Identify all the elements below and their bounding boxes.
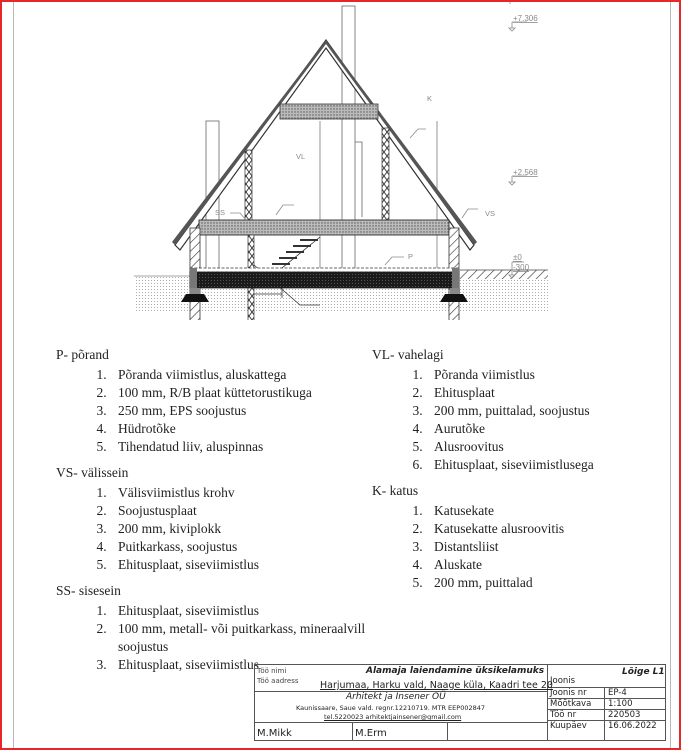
- legend-list: [56, 484, 366, 574]
- legend-item: 3. 250 mm, EPS soojustus: [110, 402, 366, 420]
- title-block-divider: [447, 722, 448, 740]
- floor-P: [190, 268, 459, 288]
- legend-item: 1. Katusekate: [426, 502, 642, 520]
- work-name-label: Töö nimi: [257, 667, 287, 675]
- title-block-row-label: Mõõtkava: [550, 699, 592, 709]
- legend-list: [372, 366, 642, 474]
- legend-item: 1. Välisviimistlus krohv: [110, 484, 366, 502]
- title-block-divider: [604, 687, 605, 740]
- level-markers: [509, 2, 527, 278]
- title-block-row-value: 16.06.2022: [608, 721, 657, 731]
- level-zero: ±0: [513, 253, 522, 262]
- leader-P: [385, 257, 404, 265]
- drawing-title: Lõige L1: [622, 667, 665, 677]
- label-SS: SS: [215, 208, 226, 217]
- legend-item: 4. Hüdrotõke: [110, 420, 366, 438]
- title-block-divider: [547, 664, 548, 740]
- legend-item: 1. Ehitusplaat, siseviimistlus: [110, 602, 366, 620]
- firm-name: Arhitekt ja Insener OÜ: [346, 692, 446, 702]
- title-block-row-label: Joonis nr: [550, 688, 587, 698]
- legend-section-title: P- põrand: [56, 347, 109, 362]
- signer-2: M.Erm: [355, 728, 387, 739]
- legend-item: 3. 200 mm, puittalad, soojustus: [426, 402, 642, 420]
- legend-item: 5. Tihendatud liiv, aluspinnas: [110, 438, 366, 456]
- firm-contact: tel.5220023 arhitektjainsener@gmail.com: [324, 713, 462, 721]
- collar-beam: [280, 104, 378, 119]
- title-block-divider: [254, 722, 547, 723]
- door-frame: [355, 142, 362, 217]
- legend-list: [56, 366, 366, 456]
- work-address-label: Töö aadress: [257, 677, 299, 685]
- legend-item: 5. Alusroovitus: [426, 438, 642, 456]
- legend-item: 5. 200 mm, puittalad: [426, 574, 642, 592]
- legend-item: 2. 100 mm, R/B plaat küttetorustikuga: [110, 384, 366, 402]
- title-block-row-value: 220503: [608, 710, 641, 720]
- label-P: P: [408, 252, 414, 261]
- title-block-divider: [352, 722, 353, 740]
- project-address: Harjumaa, Harku vald, Naage küla, Kaadri tee 20: [320, 680, 553, 691]
- upper-wall-right: [382, 128, 389, 220]
- legend-item: 5. Ehitusplaat, siseviimistlus: [110, 556, 366, 574]
- legend-section-title: VS- välissein: [56, 465, 129, 480]
- upper-wall-left: [245, 150, 252, 220]
- drawing-label: Joonis: [550, 676, 576, 686]
- legend-item: 6. Ehitusplaat, siseviimistlusega: [426, 456, 642, 474]
- title-block-row-value: 1:100: [608, 699, 633, 709]
- leader-VS: [462, 209, 478, 218]
- legend-item: 4. Aluskate: [426, 556, 642, 574]
- title-block-row-value: EP-4: [608, 688, 627, 698]
- legend-item: 2. Katusekatte alusroovitis: [426, 520, 642, 538]
- title-block-row-label: Kuupäev: [550, 721, 587, 731]
- legend-item: 4. Puitkarkass, soojustus: [110, 538, 366, 556]
- legend-right: [372, 346, 642, 600]
- signer-1: M.Mikk: [257, 728, 292, 739]
- floor-slab-VL: [199, 220, 449, 235]
- legend-section-title: SS- sisesein: [56, 583, 121, 598]
- level-ground: -300: [513, 263, 530, 272]
- legend-section-title: K- katus: [372, 483, 419, 498]
- level-slab: +2.568: [513, 168, 538, 177]
- legend-item: 4. Aurutõke: [426, 420, 642, 438]
- legend-section-title: VL- vahelagi: [372, 347, 444, 362]
- section-drawing: [0, 0, 681, 320]
- legend-item: 2. Ehitusplaat: [426, 384, 642, 402]
- legend-item: 1. Põranda viimistlus: [426, 366, 642, 384]
- legend-item: 1. Põranda viimistlus, aluskattega: [110, 366, 366, 384]
- legend-item: 3. Ehitusplaat, siseviimistlus: [110, 656, 366, 674]
- leader-K: [410, 129, 426, 138]
- legend-left: [56, 346, 366, 682]
- label-VL: VL: [296, 152, 306, 161]
- ground-hatch: [460, 270, 548, 279]
- label-VS: VS: [485, 209, 496, 218]
- title-block-row-label: Töö nr: [550, 710, 577, 720]
- legend-item: 2. 100 mm, metall- või puitkarkass, mineraalvill soojustus: [110, 620, 366, 656]
- leader-VL: [276, 205, 294, 215]
- project-name: Alamaja laiendamine üksikelamuks: [366, 666, 545, 676]
- label-K: K: [427, 94, 433, 103]
- legend-item: 3. 200 mm, kiviplokk: [110, 520, 366, 538]
- level-ridge: +7.306: [513, 14, 538, 23]
- legend-item: 3. Distantsliist: [426, 538, 642, 556]
- legend-list: [372, 502, 642, 592]
- leader-SS: [230, 213, 246, 220]
- legend-item: 2. Soojustusplaat: [110, 502, 366, 520]
- firm-details: Kaunissaare, Saue vald. regnr.12210719. MTR EEP002847: [296, 704, 486, 712]
